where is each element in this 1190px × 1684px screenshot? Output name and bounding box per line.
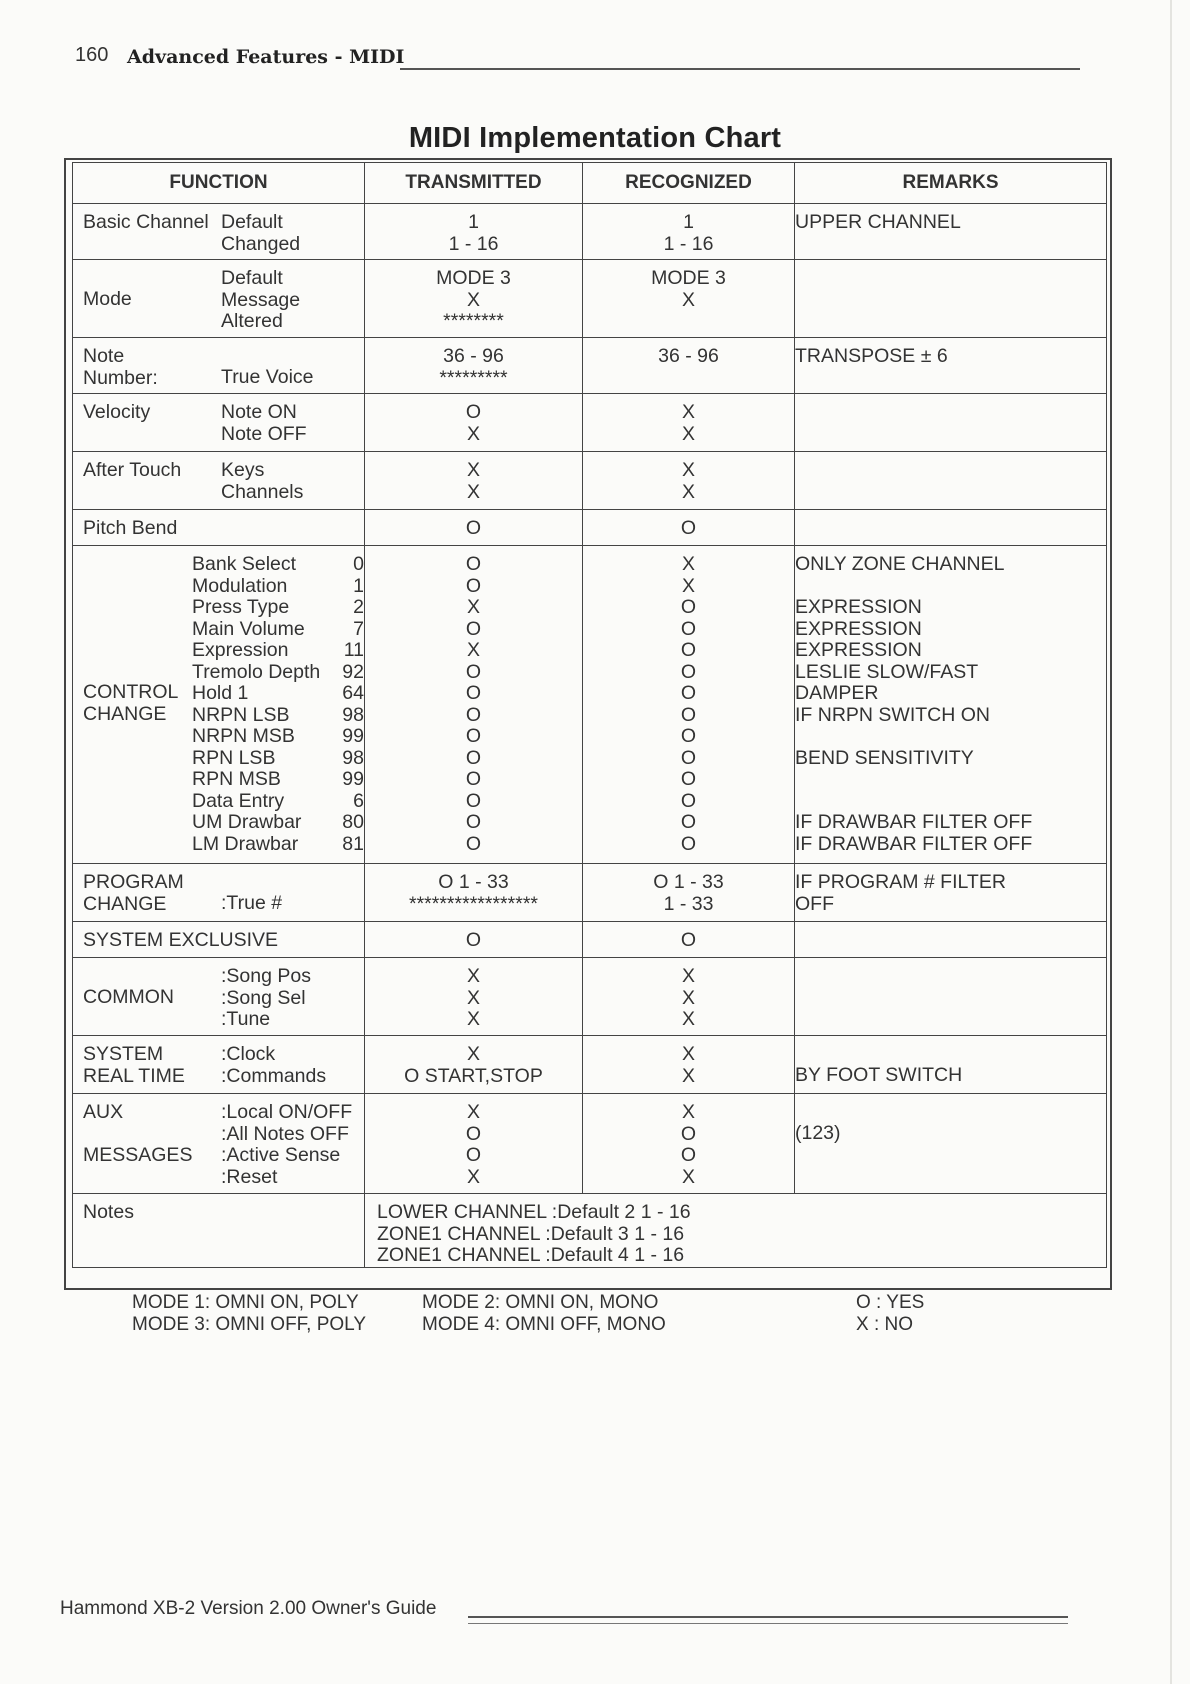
- controller-remark: EXPRESSION: [795, 596, 922, 618]
- value: X: [681, 965, 695, 987]
- transmitted-cell: [365, 546, 583, 864]
- header-recognized: RECOGNIZED: [583, 163, 795, 204]
- recognized-cell: [583, 864, 795, 922]
- sub-label: Message: [221, 288, 301, 311]
- value: X: [681, 1043, 695, 1065]
- recognized-cell: [583, 338, 795, 394]
- controller-remark: ONLY ZONE CHANNEL: [795, 553, 1005, 575]
- sub-label: Keys: [221, 459, 265, 481]
- row-basic-channel: [73, 204, 1107, 260]
- notes-cell: [365, 1194, 1107, 1268]
- controller-recognized: O: [680, 596, 697, 618]
- remark: IF PROGRAM # FILTER: [795, 871, 1006, 893]
- remarks-cell: [795, 260, 1107, 338]
- function-cell: [73, 204, 365, 260]
- controller-number: 0: [353, 553, 364, 575]
- value: X: [466, 986, 480, 1009]
- transmitted-cell: [365, 1036, 583, 1094]
- controller-recognized: O: [680, 660, 697, 683]
- value: 36 - 96: [443, 345, 504, 367]
- header-remarks: REMARKS: [795, 163, 1107, 204]
- value: X: [466, 1165, 480, 1188]
- value: 1: [468, 211, 479, 233]
- recognized-cell: [583, 922, 795, 958]
- controller-transmitted: O: [465, 768, 482, 790]
- transmitted-cell: [365, 394, 583, 452]
- controller-recognized: X: [681, 553, 695, 575]
- value: X: [466, 422, 480, 445]
- transmitted-cell: [365, 958, 583, 1036]
- remarks-cell: [795, 1036, 1107, 1094]
- remark: UPPER CHANNEL: [795, 211, 961, 233]
- sub-label: Note OFF: [221, 422, 307, 445]
- value: X: [466, 480, 480, 503]
- transmitted-cell: [365, 510, 583, 546]
- sub-label: Changed: [221, 232, 301, 255]
- transmitted-cell: [365, 864, 583, 922]
- value: O 1 - 33: [438, 871, 509, 893]
- remark: BY FOOT SWITCH: [795, 1064, 963, 1086]
- controller-name: Bank Select: [192, 553, 297, 575]
- function-label: Number:: [83, 366, 158, 389]
- function-label: CHANGE: [83, 892, 167, 915]
- remarks-cell: [795, 510, 1107, 546]
- function-label: REAL TIME: [83, 1064, 185, 1087]
- row-velocity: [73, 394, 1107, 452]
- sub-label: :Song Sel: [221, 986, 306, 1009]
- sub-label: :Active Sense: [221, 1144, 341, 1166]
- controller-number: 98: [342, 746, 364, 769]
- controller-name: NRPN MSB: [192, 725, 295, 747]
- sub-label: Altered: [221, 310, 283, 332]
- value: X: [681, 1008, 695, 1030]
- notes-label: Notes: [83, 1201, 134, 1223]
- controller-name: RPN MSB: [192, 768, 281, 790]
- row-common: [73, 958, 1107, 1036]
- row-mode: [73, 260, 1107, 338]
- remarks-cell: [795, 394, 1107, 452]
- transmitted-cell: [365, 922, 583, 958]
- value: O 1 - 33: [653, 871, 724, 893]
- sub-label: :Commands: [221, 1064, 327, 1087]
- value: X: [681, 986, 695, 1009]
- value: O START,STOP: [404, 1064, 543, 1087]
- controller-recognized: O: [680, 746, 697, 769]
- controller-remark: IF DRAWBAR FILTER OFF: [795, 832, 1033, 855]
- value: X: [681, 422, 695, 445]
- value: X: [681, 480, 695, 503]
- remarks-cell: [795, 922, 1107, 958]
- function-cell: [73, 922, 365, 958]
- value: X: [681, 288, 695, 311]
- controller-list: [192, 554, 364, 855]
- value: 36 - 96: [658, 345, 719, 367]
- function-label: COMMON: [83, 986, 174, 1008]
- controller-remark: LESLIE SLOW/FAST: [795, 660, 979, 683]
- function-cell: [73, 510, 365, 546]
- value: X: [681, 401, 695, 423]
- value: X: [466, 1008, 480, 1030]
- controller-name: Press Type: [192, 596, 290, 618]
- function-cell: [73, 1036, 365, 1094]
- remark: OFF: [795, 892, 834, 915]
- function-label: PROGRAM: [83, 871, 184, 893]
- controller-remark: IF DRAWBAR FILTER OFF: [795, 811, 1033, 833]
- function-cell: [73, 452, 365, 510]
- controller-name: RPN LSB: [192, 746, 276, 769]
- controller-recognized: O: [680, 682, 697, 704]
- value: *********: [439, 366, 508, 389]
- row-aux-messages: [73, 1094, 1107, 1194]
- controller-row: [192, 705, 364, 727]
- value: MODE 3: [436, 267, 511, 289]
- controller-row: [192, 769, 364, 791]
- controller-transmitted: O: [465, 617, 482, 640]
- controller-name: Tremolo Depth: [192, 660, 321, 683]
- controller-name: Data Entry: [192, 789, 285, 812]
- recognized-cell: [583, 452, 795, 510]
- function-label: Velocity: [83, 401, 151, 423]
- function-cell: [73, 958, 365, 1036]
- controller-number: 81: [342, 832, 364, 855]
- function-cell: [73, 1094, 365, 1194]
- legend-mode4: MODE 4: OMNI OFF, MONO: [422, 1314, 666, 1335]
- controller-remark: IF NRPN SWITCH ON: [795, 703, 990, 726]
- function-label: Note: [83, 345, 125, 367]
- midi-implementation-table: [72, 162, 1107, 1268]
- transmitted-cell: [365, 1094, 583, 1194]
- controller-row: [192, 597, 364, 619]
- controller-transmitted: O: [465, 553, 482, 575]
- controller-number: 6: [353, 789, 364, 812]
- controller-row: [192, 791, 364, 813]
- footer-rule: [468, 1623, 1068, 1624]
- value: MODE 3: [651, 267, 726, 289]
- chart-title: MIDI Implementation Chart: [408, 122, 782, 154]
- value: ********: [443, 310, 504, 332]
- controller-number: 2: [353, 596, 364, 618]
- controller-row: [192, 662, 364, 684]
- controller-row: [192, 640, 364, 662]
- controller-remark: EXPRESSION: [795, 617, 922, 640]
- controller-remark: [795, 769, 1106, 791]
- remarks-cell: [795, 338, 1107, 394]
- value: O: [465, 517, 482, 539]
- transmitted-cell: [365, 338, 583, 394]
- function-label: MESSAGES: [83, 1144, 193, 1166]
- recognized-cell: [583, 260, 795, 338]
- row-note-number: [73, 338, 1107, 394]
- function-label: After Touch: [83, 459, 182, 481]
- footer-rule: [468, 1616, 1068, 1618]
- controller-row: [192, 812, 364, 834]
- page-edge: [1170, 0, 1172, 1684]
- legend-no: X : NO: [856, 1314, 914, 1335]
- legend-mode2: MODE 2: OMNI ON, MONO: [422, 1292, 659, 1313]
- row-program-change: [73, 864, 1107, 922]
- controller-name: UM Drawbar: [192, 811, 302, 833]
- row-notes: [73, 1194, 1107, 1268]
- sub-label: :Tune: [221, 1008, 271, 1030]
- header-row: [73, 163, 1107, 204]
- controller-transmitted: O: [465, 746, 482, 769]
- controller-name: Hold 1: [192, 682, 249, 704]
- value: O: [680, 1144, 697, 1166]
- controller-remark: DAMPER: [795, 682, 879, 704]
- value: 1 - 16: [448, 232, 499, 255]
- controller-name: Expression: [192, 639, 289, 661]
- sub-label: :Reset: [221, 1165, 278, 1188]
- controller-row: [192, 834, 364, 856]
- function-cell: [73, 864, 365, 922]
- remark: (123): [795, 1122, 841, 1144]
- header-function: FUNCTION: [73, 163, 365, 204]
- controller-transmitted: X: [466, 596, 480, 618]
- controller-row: [192, 726, 364, 748]
- controller-remark: [795, 576, 1106, 598]
- recognized-cell: [583, 958, 795, 1036]
- controller-transmitted: O: [465, 789, 482, 812]
- note-line: ZONE1 CHANNEL :Default 3 1 - 16: [377, 1222, 685, 1245]
- controller-transmitted: O: [465, 703, 482, 726]
- remarks-cell: [795, 958, 1107, 1036]
- controller-recognized: O: [680, 789, 697, 812]
- remarks-cell: [795, 204, 1107, 260]
- controller-number: 11: [343, 639, 364, 661]
- function-label: Pitch Bend: [83, 517, 178, 539]
- value: O: [465, 401, 482, 423]
- transmitted-cell: [365, 204, 583, 260]
- value: 1: [683, 211, 694, 233]
- remarks-cell: [795, 546, 1107, 864]
- value: X: [466, 459, 480, 481]
- sub-label: Default: [221, 211, 283, 233]
- controller-transmitted: O: [465, 725, 482, 747]
- recognized-cell: [583, 510, 795, 546]
- value: *****************: [408, 892, 538, 915]
- row-control-change: [73, 546, 1107, 864]
- controller-row: [192, 619, 364, 641]
- controller-recognized: O: [680, 639, 697, 661]
- sub-label: :All Notes OFF: [221, 1122, 349, 1145]
- recognized-cell: [583, 1036, 795, 1094]
- controller-recognized: X: [681, 574, 695, 597]
- legend-mode1: MODE 1: OMNI ON, POLY: [132, 1292, 359, 1313]
- value: O: [680, 929, 697, 951]
- page-header: [75, 44, 1080, 74]
- value: 1 - 16: [663, 232, 714, 255]
- controller-transmitted: O: [465, 811, 482, 833]
- sub-label: :Song Pos: [221, 965, 311, 987]
- legend-yes: O : YES: [856, 1292, 925, 1313]
- controller-transmitted: O: [465, 832, 482, 855]
- page-number: 160: [75, 44, 109, 66]
- controller-number: 99: [342, 768, 364, 790]
- value: 1 - 33: [663, 892, 714, 915]
- value: O: [465, 929, 482, 951]
- controller-remark: [795, 791, 1106, 813]
- value: X: [681, 1064, 695, 1087]
- function-label: SYSTEM EXCLUSIVE: [83, 929, 279, 951]
- remark: TRANSPOSE ± 6: [795, 345, 948, 367]
- controller-name: LM Drawbar: [192, 832, 299, 855]
- controller-number: 80: [342, 811, 364, 833]
- value: X: [466, 288, 480, 311]
- function-cell: [73, 394, 365, 452]
- value: O: [680, 517, 697, 539]
- controller-number: 98: [342, 703, 364, 726]
- header-transmitted: TRANSMITTED: [365, 163, 583, 204]
- controller-remark: EXPRESSION: [795, 639, 922, 661]
- value: X: [466, 1101, 480, 1123]
- remarks-cell: [795, 864, 1107, 922]
- controller-number: 64: [342, 682, 364, 704]
- function-label: CONTROL: [83, 681, 179, 703]
- row-system-exclusive: [73, 922, 1107, 958]
- sub-label: Note ON: [221, 401, 297, 423]
- recognized-cell: [583, 204, 795, 260]
- row-after-touch: [73, 452, 1107, 510]
- value: X: [466, 965, 480, 987]
- recognized-cell: [583, 546, 795, 864]
- controller-number: 1: [353, 574, 364, 597]
- value: X: [681, 1101, 695, 1123]
- note-line: LOWER CHANNEL :Default 2 1 - 16: [377, 1201, 691, 1223]
- controller-transmitted: O: [465, 660, 482, 683]
- sub-label: Channels: [221, 480, 304, 503]
- function-label: CHANGE: [83, 702, 167, 725]
- function-cell: [73, 338, 365, 394]
- controller-row: [192, 554, 364, 576]
- controller-row: [192, 748, 364, 770]
- sub-label: True Voice: [221, 366, 314, 388]
- recognized-cell: [583, 394, 795, 452]
- value: X: [466, 1043, 480, 1065]
- sub-label: :Clock: [221, 1043, 276, 1065]
- controller-name: NRPN LSB: [192, 703, 290, 726]
- function-label: AUX: [83, 1101, 124, 1123]
- controller-row: [192, 683, 364, 705]
- controller-transmitted: X: [466, 639, 480, 661]
- page-footer: Hammond XB-2 Version 2.00 Owner's Guide: [60, 1598, 437, 1619]
- note-line: ZONE1 CHANNEL :Default 4 1 - 16: [377, 1244, 685, 1266]
- remarks-cell: [795, 452, 1107, 510]
- controller-transmitted: O: [465, 574, 482, 597]
- value: O: [465, 1122, 482, 1145]
- controller-recognized: O: [680, 832, 697, 855]
- function-label: Basic Channel: [83, 211, 209, 233]
- value: X: [681, 1165, 695, 1188]
- function-cell: [73, 546, 365, 864]
- function-label: SYSTEM: [83, 1043, 164, 1065]
- controller-recognized: O: [680, 811, 697, 833]
- controller-number: 99: [342, 725, 364, 747]
- value: O: [680, 1122, 697, 1145]
- controller-row: [192, 576, 364, 598]
- row-pitch-bend: [73, 510, 1107, 546]
- controller-name: Modulation: [192, 574, 288, 597]
- section-title: Advanced Features - MIDI: [127, 46, 405, 68]
- transmitted-cell: [365, 452, 583, 510]
- controller-recognized: O: [680, 768, 697, 790]
- controller-recognized: O: [680, 617, 697, 640]
- function-cell: [73, 1194, 365, 1268]
- sub-label: Default: [221, 267, 283, 289]
- value: O: [465, 1144, 482, 1166]
- controller-remark: [795, 726, 1106, 748]
- sub-label: :Local ON/OFF: [221, 1101, 353, 1123]
- controller-transmitted: O: [465, 682, 482, 704]
- function-cell: [73, 260, 365, 338]
- function-label: Mode: [83, 288, 132, 310]
- controller-recognized: O: [680, 725, 697, 747]
- controller-recognized: O: [680, 703, 697, 726]
- controller-number: 92: [342, 660, 364, 683]
- controller-name: Main Volume: [192, 617, 305, 640]
- row-system-real-time: [73, 1036, 1107, 1094]
- legend-mode3: MODE 3: OMNI OFF, POLY: [132, 1314, 367, 1335]
- controller-remark: BEND SENSITIVITY: [795, 746, 974, 769]
- sub-label: :True #: [221, 892, 283, 914]
- transmitted-cell: [365, 260, 583, 338]
- value: X: [681, 459, 695, 481]
- remarks-cell: [795, 1094, 1107, 1194]
- recognized-cell: [583, 1094, 795, 1194]
- header-rule: [400, 68, 1080, 70]
- controller-number: 7: [353, 617, 364, 640]
